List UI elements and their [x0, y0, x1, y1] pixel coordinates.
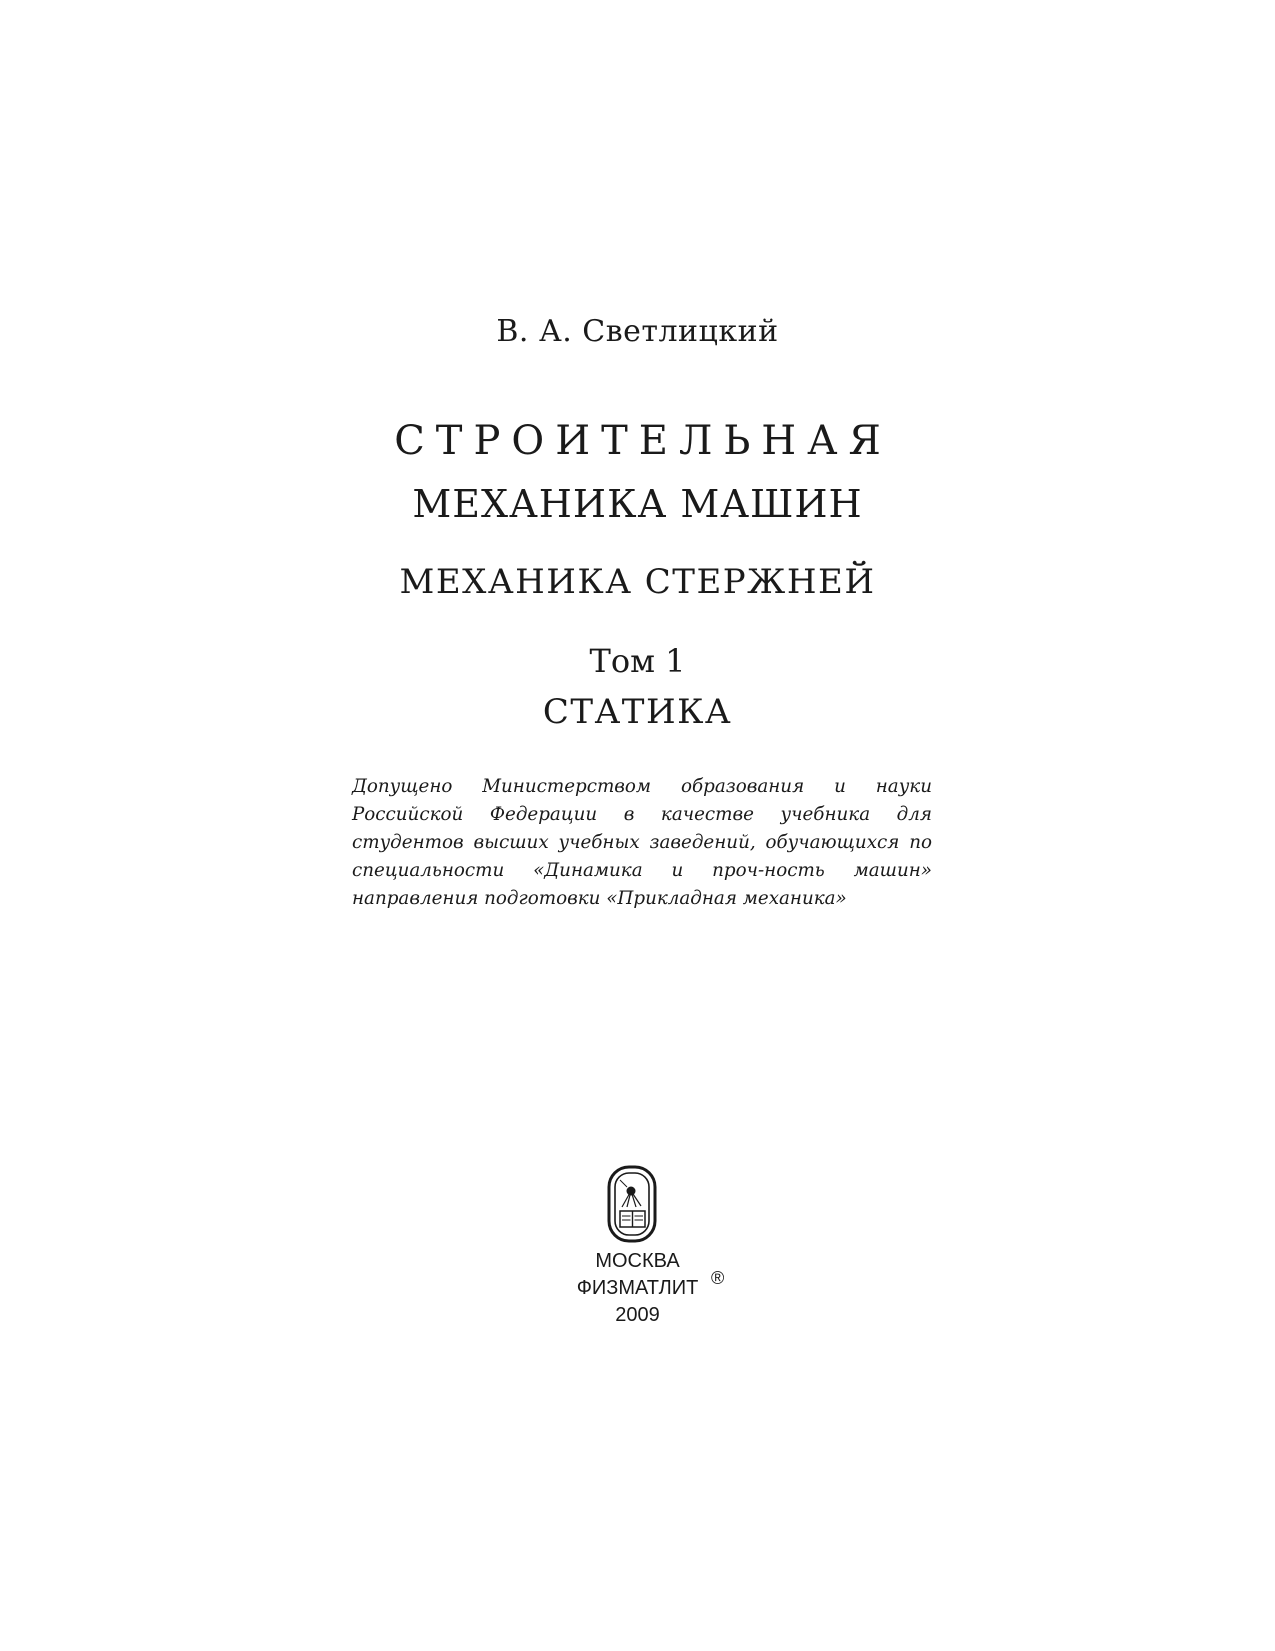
publisher-city: МОСКВА	[595, 1250, 680, 1272]
book-title-line-1: СТРОИТЕЛЬНАЯ	[394, 418, 892, 464]
publisher-emblem-icon	[607, 1165, 657, 1243]
volume-title: СТАТИКА	[542, 692, 733, 732]
publisher-name-wrapper	[576, 1268, 725, 1302]
publisher-imprint	[0, 1248, 1275, 1329]
registered-mark: ®	[711, 1268, 725, 1288]
author-name: В. А. Светлицкий	[496, 314, 779, 349]
publication-year: 2009	[615, 1304, 660, 1326]
volume-number: Том 1	[589, 642, 686, 680]
book-title-line-2: МЕХАНИКА МАШИН	[412, 482, 863, 526]
approval-statement: Допущено Министерством образования и науки Российской Федерации в качестве учебника для студентов высших учебных заведений, обучающихся по специальности «Динамика и проч-ность машин» направления подготовки «Прикладная механика»	[352, 776, 932, 909]
publisher-name: ФИЗМАТЛИТ	[576, 1277, 699, 1299]
book-subtitle: МЕХАНИКА СТЕРЖНЕЙ	[399, 562, 876, 602]
